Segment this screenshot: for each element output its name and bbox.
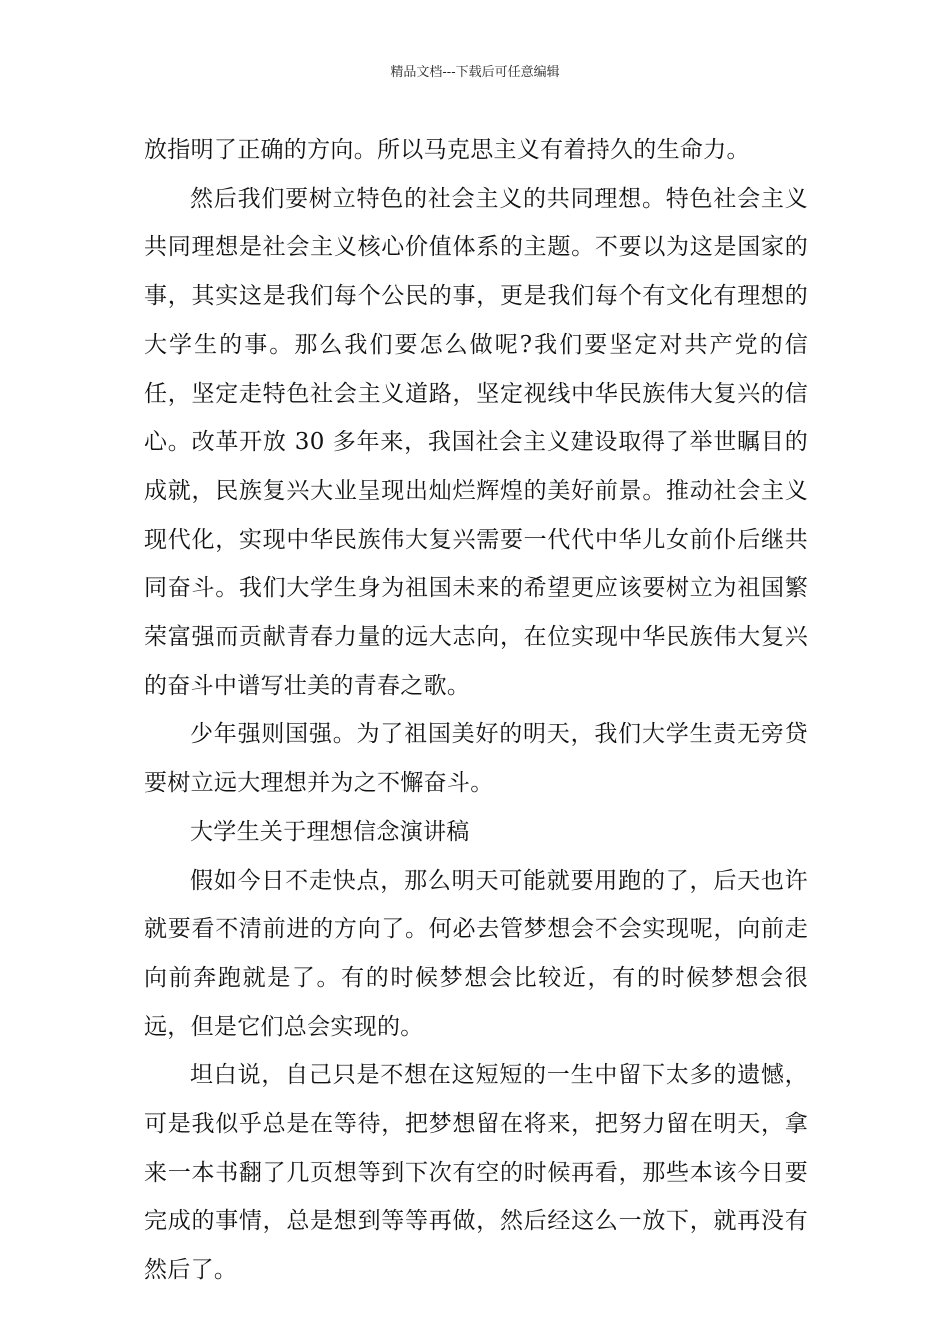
- document-body: [144, 126, 808, 1295]
- paragraph: 然后我们要树立特色的社会主义的共同理想。特色社会主义共同理想是社会主义核心价值体系的主题。不要以为这是国家的事，其实这是我们每个公民的事，更是我们每个有文化有理想的大学生的事。那么我们要怎么做呢?我们要坚定对共产党的信任，坚定走特色社会主义道路，坚定视线中华民族伟大复兴的信心。改革开放 30 多年来，我国社会主义建设取得了举世瞩目的成就，民族复兴大业呈现出灿烂辉煌的美好前景。推动社会主义现代化，实现中华民族伟大复兴需要一代代中华儿女前仆后继共同奋斗。我们大学生身为祖国未来的希望更应该要树立为祖国繁荣富强而贡献青春力量的远大志向，在位实现中华民族伟大复兴的奋斗中谱写壮美的青春之歌。: [144, 185, 808, 699]
- paragraph: 少年强则国强。为了祖国美好的明天，我们大学生责无旁贷要树立远大理想并为之不懈奋斗。: [144, 721, 808, 797]
- paragraph: 放指明了正确的方向。所以马克思主义有着持久的生命力。: [144, 137, 750, 163]
- paragraph: 坦白说，自己只是不想在这短短的一生中留下太多的遗憾，可是我似乎总是在等待，把梦想留在将来，把努力留在明天，拿来一本书翻了几页想等到下次有空的时候再看，那些本该今日要完成的事情，总是想到等等再做，然后经这么一放下，就再没有然后了。: [144, 1062, 808, 1284]
- page-header: 精品文档---下载后可任意编辑: [390, 65, 560, 80]
- paragraph: 假如今日不走快点，那么明天可能就要用跑的了，后天也许就要看不清前进的方向了。何必去管梦想会不会实现呢，向前走向前奔跑就是了。有的时候梦想会比较近，有的时候梦想会很远，但是它们总会实现的。: [144, 867, 808, 1040]
- section-title: 大学生关于理想信念演讲稿: [190, 818, 470, 845]
